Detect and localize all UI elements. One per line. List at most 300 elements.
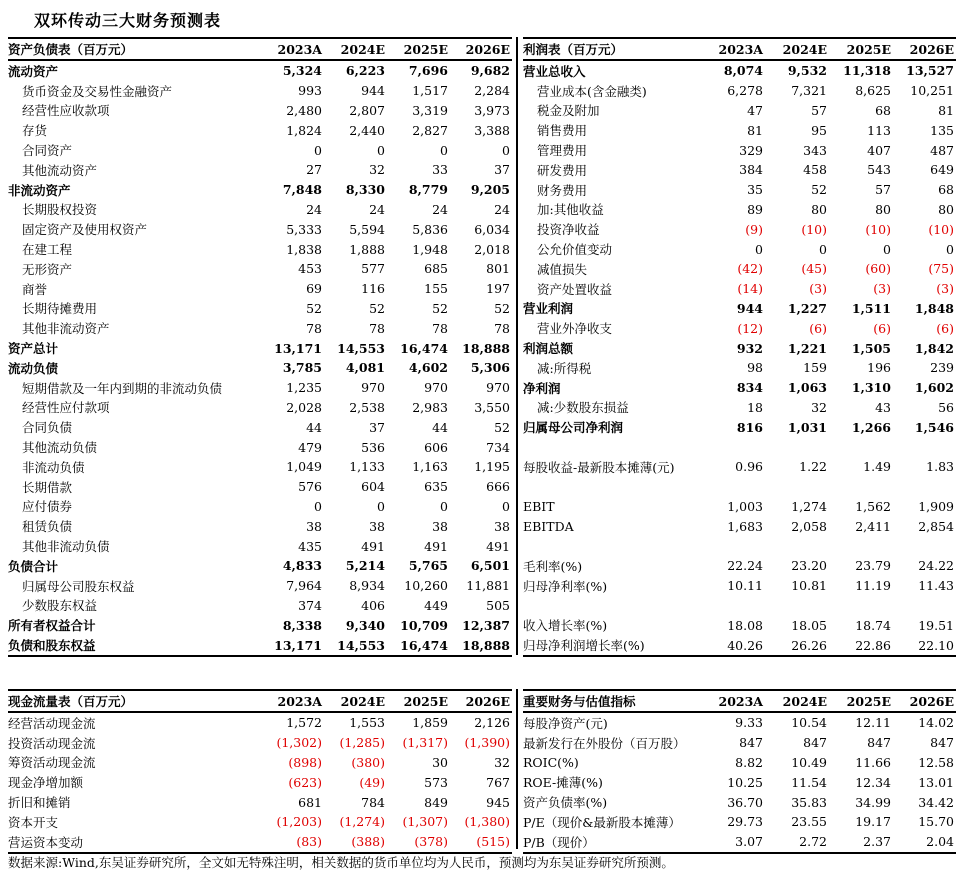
cell-value: [829, 596, 893, 616]
cell-value: 12.58: [918, 754, 954, 770]
row-label: 商誉: [22, 281, 48, 297]
divider-bottom: [516, 689, 518, 849]
cell-value: 8,330: [345, 182, 385, 198]
cell-value: 374: [298, 597, 322, 613]
cell-value: 34.42: [918, 794, 954, 810]
row-label: P/E（现价&最新股本摊薄）: [523, 814, 681, 830]
table-row: [8, 457, 512, 477]
table-row: [523, 832, 956, 853]
cell-value: 1,572: [286, 715, 322, 731]
cell-value: 16,474: [387, 635, 450, 656]
cell-value: 52: [306, 300, 322, 316]
table-row: [523, 398, 956, 418]
cell-value: 491: [486, 538, 510, 554]
balance-year-header: 2026E: [450, 38, 512, 60]
cell-value: 970: [361, 380, 385, 396]
cashflow-year-header: 2023A: [264, 690, 324, 712]
cell-value: 849: [424, 794, 448, 810]
cell-value: [703, 477, 765, 497]
cell-value: 573: [424, 774, 448, 790]
cell-value: 543: [867, 162, 891, 178]
valuation-year-header: 2023A: [703, 690, 765, 712]
table-row: [8, 832, 512, 853]
row-label: 流动资产: [8, 63, 59, 79]
cell-value: 0: [440, 498, 448, 514]
cell-value: [893, 477, 956, 497]
cell-value: 505: [486, 597, 510, 613]
cell-value: 0: [502, 498, 510, 514]
cell-value: 29.73: [727, 814, 763, 830]
balance-table-title: 资产负债表（百万元）: [8, 38, 264, 60]
cell-value: [829, 477, 893, 497]
cell-value: 80: [875, 201, 891, 217]
row-label: 负债合计: [8, 558, 59, 574]
cell-value: 1,505: [851, 340, 891, 356]
cell-value: (3): [936, 281, 954, 297]
income-year-header: 2023A: [703, 38, 765, 60]
cell-value: 449: [424, 597, 448, 613]
table-row: [8, 81, 512, 101]
cell-value: 52: [811, 182, 827, 198]
row-label: 在建工程: [22, 242, 73, 258]
cell-value: 113: [867, 122, 891, 138]
row-label: 其他非流动负债: [22, 539, 110, 555]
valuation-year-header: 2025E: [829, 690, 893, 712]
cashflow-year-header: 2024E: [324, 690, 387, 712]
cell-value: 24: [432, 201, 448, 217]
cell-value: 159: [803, 360, 827, 376]
cell-value: 487: [930, 142, 954, 158]
cell-value: 2,854: [918, 518, 954, 534]
balance-year-header: 2025E: [387, 38, 450, 60]
cell-value: [829, 536, 893, 556]
cell-value: 36.70: [727, 794, 763, 810]
row-label: 无形资产: [22, 261, 73, 277]
table-row: [523, 772, 956, 792]
row-label: 经营活动现金流: [8, 715, 96, 731]
cell-value: 1,948: [412, 241, 448, 257]
cell-value: [703, 536, 765, 556]
row-label: 短期借款及一年内到期的非流动负债: [22, 380, 223, 396]
cell-value: 1,227: [787, 300, 827, 316]
cell-value: 4,833: [282, 558, 322, 574]
cell-value: 576: [298, 479, 322, 495]
cell-value: 7,848: [282, 182, 322, 198]
cell-value: 18: [747, 399, 763, 415]
cell-value: 3,785: [282, 360, 322, 376]
table-row: [523, 556, 956, 576]
cell-value: 6,223: [345, 63, 385, 79]
cell-value: 69: [306, 281, 322, 297]
cell-value: 10.81: [791, 578, 827, 594]
cell-value: (378): [387, 832, 450, 853]
cell-value: 1,266: [851, 419, 891, 435]
cell-value: 1.83: [926, 459, 954, 475]
cell-value: 1,838: [286, 241, 322, 257]
cell-value: 9,532: [787, 63, 827, 79]
cell-value: 3,388: [474, 122, 510, 138]
row-label: ROIC(%): [523, 754, 579, 770]
cell-value: 19.17: [855, 814, 891, 830]
cell-value: 19.51: [918, 617, 954, 633]
cell-value: 7,321: [791, 83, 827, 99]
cell-value: 12.11: [855, 715, 891, 731]
cell-value: 1,824: [286, 122, 322, 138]
cell-value: 491: [361, 538, 385, 554]
cashflow-table-title: 现金流量表（百万元）: [8, 690, 264, 712]
cell-value: 7,964: [286, 578, 322, 594]
cell-value: 2,538: [349, 399, 385, 415]
cell-value: 10.54: [791, 715, 827, 731]
cell-value: 68: [875, 102, 891, 118]
cell-value: 767: [486, 774, 510, 790]
valuation-table-title: 重要财务与估值指标: [523, 690, 703, 712]
cell-value: 5,324: [282, 63, 322, 79]
cell-value: (1,380): [464, 814, 510, 830]
cell-value: 10,709: [400, 617, 448, 633]
cell-value: 27: [306, 162, 322, 178]
cell-value: 1,049: [286, 459, 322, 475]
cell-value: 10,260: [404, 578, 448, 594]
cell-value: 1,683: [727, 518, 763, 534]
cell-value: 0: [819, 241, 827, 257]
row-label: 净利润: [523, 380, 561, 396]
cell-value: 14.02: [918, 715, 954, 731]
cell-value: 37: [369, 419, 385, 435]
cell-value: 1,163: [412, 459, 448, 475]
cell-value: 2.72: [765, 832, 829, 853]
row-label: 公允价值变动: [537, 242, 613, 258]
cell-value: 32: [494, 754, 510, 770]
cell-value: 666: [486, 479, 510, 495]
cell-value: (83): [264, 832, 324, 853]
cell-value: 35: [747, 182, 763, 198]
cell-value: [765, 596, 829, 616]
cell-value: (898): [288, 754, 322, 770]
cell-value: 78: [306, 320, 322, 336]
table-row: [523, 378, 956, 398]
row-label: 归属母公司股东权益: [22, 578, 135, 594]
cell-value: 56: [938, 399, 954, 415]
cell-value: 453: [298, 261, 322, 277]
cell-value: 26.26: [765, 635, 829, 656]
cell-value: 944: [361, 83, 385, 99]
cell-value: 734: [486, 439, 510, 455]
report-title: 双环传动三大财务预测表: [34, 11, 222, 30]
row-label: 存货: [22, 123, 48, 139]
table-row: [8, 338, 512, 358]
cell-value: 14,553: [337, 340, 385, 356]
cell-value: 7,696: [408, 63, 448, 79]
cell-value: (388): [324, 832, 387, 853]
table-row: [8, 516, 512, 536]
cashflow-year-header: 2026E: [450, 690, 512, 712]
row-label: 每股收益-最新股本摊薄(元): [523, 459, 675, 475]
cell-value: 1,553: [349, 715, 385, 731]
table-row: [8, 219, 512, 239]
row-label: 营业成本(含金融类): [537, 83, 647, 99]
row-label: 营业利润: [523, 301, 574, 317]
table-row: [523, 160, 956, 180]
cell-value: 0.96: [735, 459, 763, 475]
cell-value: 12.34: [855, 774, 891, 790]
cell-value: 1,195: [474, 459, 510, 475]
cell-value: 5,836: [412, 221, 448, 237]
cell-value: 3,319: [412, 102, 448, 118]
table-row: [523, 279, 956, 299]
income-statement-table: [523, 37, 956, 657]
cell-value: 944: [736, 300, 763, 316]
cell-value: 30: [432, 754, 448, 770]
cell-value: 0: [883, 241, 891, 257]
row-label: 非流动负债: [22, 459, 85, 475]
cell-value: (60): [865, 261, 891, 277]
cashflow-table: [8, 689, 512, 854]
table-row: [8, 200, 512, 220]
cell-value: 784: [361, 794, 385, 810]
table-row: [523, 180, 956, 200]
cell-value: 11.43: [918, 578, 954, 594]
cell-value: 239: [930, 360, 954, 376]
cell-value: (10): [865, 221, 891, 237]
row-label: 营业总收入: [523, 63, 586, 79]
table-row: [8, 536, 512, 556]
cell-value: 435: [298, 538, 322, 554]
cell-value: 479: [298, 439, 322, 455]
cell-value: 13.01: [918, 774, 954, 790]
valuation-table: [523, 689, 956, 854]
table-row: [8, 239, 512, 259]
cell-value: 52: [432, 300, 448, 316]
table-row: [523, 576, 956, 596]
cell-value: 406: [361, 597, 385, 613]
row-label: 应付债券: [22, 499, 73, 515]
table-row: [523, 536, 956, 556]
table-row: [523, 516, 956, 536]
cell-value: 11.19: [855, 578, 891, 594]
income-year-header: 2026E: [893, 38, 956, 60]
cell-value: 1.49: [863, 459, 891, 475]
row-label: [523, 596, 703, 616]
row-label: 折旧和摊销: [8, 795, 71, 811]
row-label: 长期待摊费用: [22, 301, 98, 317]
table-row: [8, 812, 512, 832]
cell-value: 52: [494, 419, 510, 435]
cell-value: 68: [938, 182, 954, 198]
cell-value: 15.70: [918, 814, 954, 830]
cell-value: (49): [359, 774, 385, 790]
cell-value: [893, 437, 956, 457]
source-footnote: 数据来源:Wind,东吴证券研究所，全文如无特殊注明，相关数据的货币单位均为人民币，预测均为东吴证券研究所预测。: [8, 855, 674, 870]
table-row: [523, 812, 956, 832]
cell-value: 4,081: [345, 360, 385, 376]
cell-value: 2,284: [474, 83, 510, 99]
cell-value: [765, 437, 829, 457]
cell-value: 80: [811, 201, 827, 217]
row-label: 货币资金及交易性金融资产: [22, 83, 173, 99]
row-label: 加:其他收益: [537, 202, 604, 218]
cell-value: 5,594: [349, 221, 385, 237]
cell-value: 18.08: [727, 617, 763, 633]
cell-value: 24: [494, 201, 510, 217]
cell-value: 2,480: [286, 102, 322, 118]
cell-value: 57: [875, 182, 891, 198]
row-label: 投资活动现金流: [8, 735, 96, 751]
cell-value: 0: [377, 142, 385, 158]
cell-value: 1,859: [412, 715, 448, 731]
table-row: [8, 101, 512, 121]
row-label: 资产处置收益: [537, 281, 613, 297]
cell-value: 970: [486, 380, 510, 396]
cell-value: 2,440: [349, 122, 385, 138]
cell-value: 0: [946, 241, 954, 257]
cell-value: 78: [432, 320, 448, 336]
table-row: [8, 712, 512, 733]
cell-value: 1,848: [914, 300, 954, 316]
table-row: [523, 140, 956, 160]
row-label: 销售费用: [537, 123, 588, 139]
row-label: [523, 536, 703, 556]
cell-value: (10): [928, 221, 954, 237]
cell-value: 1,602: [914, 380, 954, 396]
cell-value: 13,171: [264, 635, 324, 656]
table-row: [8, 497, 512, 517]
divider-top: [516, 37, 518, 655]
table-row: [523, 239, 956, 259]
cell-value: 343: [803, 142, 827, 158]
row-label: 少数股东权益: [22, 598, 98, 614]
table-row: [8, 556, 512, 576]
cell-value: 52: [494, 300, 510, 316]
cell-value: 3.07: [703, 832, 765, 853]
cell-value: (1,302): [276, 735, 322, 751]
cell-value: 37: [494, 162, 510, 178]
table-row: [523, 497, 956, 517]
row-label: 现金净增加额: [8, 775, 84, 791]
cell-value: 649: [930, 162, 954, 178]
row-label: 其他非流动资产: [22, 321, 110, 337]
cell-value: 10.11: [727, 578, 763, 594]
cell-value: 43: [875, 399, 891, 415]
cell-value: 1,511: [851, 300, 891, 316]
cell-value: 0: [314, 498, 322, 514]
cell-value: 16,474: [400, 340, 448, 356]
cell-value: 18.74: [855, 617, 891, 633]
cell-value: 8,338: [282, 617, 322, 633]
balance-sheet-table: [8, 37, 512, 657]
row-label: 其他流动负债: [22, 440, 98, 456]
row-label: 营运资本变动: [8, 832, 264, 853]
cell-value: (6): [936, 320, 954, 336]
table-row: [523, 318, 956, 338]
table-row: [523, 338, 956, 358]
row-label: 每股净资产(元): [523, 715, 608, 731]
table-row: [523, 60, 956, 81]
cell-value: 81: [747, 122, 763, 138]
cell-value: [829, 437, 893, 457]
cell-value: 89: [747, 201, 763, 217]
cell-value: 834: [736, 380, 763, 396]
cell-value: 52: [369, 300, 385, 316]
cell-value: 35.83: [791, 794, 827, 810]
cell-value: 1,888: [349, 241, 385, 257]
row-label: 合同负债: [22, 420, 73, 436]
cell-value: 970: [424, 380, 448, 396]
cell-value: (1,274): [339, 814, 385, 830]
table-row: [523, 120, 956, 140]
table-row: [8, 140, 512, 160]
row-label: 收入增长率(%): [523, 618, 608, 634]
cell-value: 847: [930, 735, 954, 751]
row-label: 利润总额: [523, 341, 574, 357]
cell-value: 13,171: [274, 340, 322, 356]
cell-value: 22.24: [727, 558, 763, 574]
cell-value: 80: [938, 201, 954, 217]
cell-value: 604: [361, 479, 385, 495]
row-label: 经营性应付款项: [22, 400, 110, 416]
cell-value: 8,934: [349, 578, 385, 594]
table-row: [8, 160, 512, 180]
cell-value: 18,888: [462, 340, 510, 356]
cell-value: 2,018: [474, 241, 510, 257]
cell-value: (380): [351, 754, 385, 770]
row-label: 其他流动资产: [22, 162, 98, 178]
cell-value: 24: [306, 201, 322, 217]
cell-value: 24: [369, 201, 385, 217]
cell-value: (6): [873, 320, 891, 336]
cell-value: 95: [811, 122, 827, 138]
cell-value: 3,550: [474, 399, 510, 415]
cell-value: 685: [424, 261, 448, 277]
income-year-header: 2024E: [765, 38, 829, 60]
cell-value: 38: [494, 518, 510, 534]
row-label: 固定资产及使用权资产: [22, 222, 148, 238]
row-label: 非流动资产: [8, 182, 71, 198]
cell-value: [893, 596, 956, 616]
row-label: 减值损失: [537, 261, 588, 277]
cell-value: [703, 437, 765, 457]
table-row: [523, 417, 956, 437]
row-label: 筹资活动现金流: [8, 755, 96, 771]
cell-value: 11.66: [855, 754, 891, 770]
cell-value: 2.04: [893, 832, 956, 853]
cell-value: 44: [306, 419, 322, 435]
table-row: [523, 200, 956, 220]
cell-value: (1,203): [276, 814, 322, 830]
table-row: [523, 635, 956, 656]
cell-value: 0: [440, 142, 448, 158]
table-row: [523, 753, 956, 773]
cell-value: 2,807: [349, 102, 385, 118]
row-label: 所有者权益合计: [8, 618, 96, 634]
table-row: [8, 259, 512, 279]
table-row: [8, 437, 512, 457]
cell-value: 13,527: [906, 63, 954, 79]
income-header-row: [523, 38, 956, 60]
table-row: [523, 596, 956, 616]
cell-value: 329: [739, 142, 763, 158]
cell-value: 1,235: [286, 380, 322, 396]
cell-value: 1,909: [918, 498, 954, 514]
cell-value: (1,285): [339, 735, 385, 751]
cell-value: (515): [450, 832, 512, 853]
cell-value: 458: [803, 162, 827, 178]
cell-value: (10): [801, 221, 827, 237]
row-label: 管理费用: [537, 143, 588, 159]
cell-value: 23.20: [791, 558, 827, 574]
table-row: [8, 318, 512, 338]
cell-value: 23.79: [855, 558, 891, 574]
